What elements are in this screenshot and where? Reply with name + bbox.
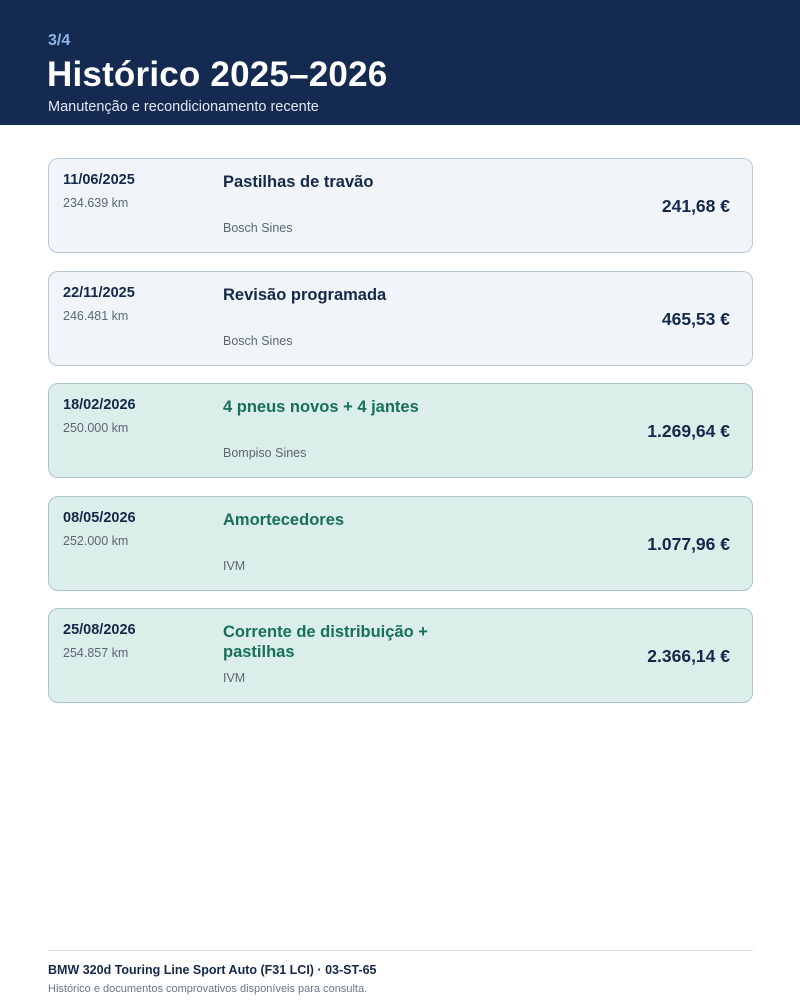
record-price: 1.269,64 € (647, 421, 730, 441)
record-description: Corrente de distribuição + pastilhas (223, 623, 428, 661)
record-price: 1.077,96 € (647, 533, 730, 554)
history-card (48, 383, 753, 478)
record-description: 4 pneus novos + 4 jantes (223, 398, 419, 416)
record-price: 2.366,14 € (647, 646, 730, 666)
record-description: Revisão programada (223, 285, 387, 304)
footer-vehicle: BMW 320d Touring Line Sport Auto (F31 LCI) · 03-ST-65 (48, 963, 377, 977)
record-workshop: Bosch Sines (223, 221, 293, 235)
record-price: 241,68 € (661, 196, 730, 216)
page-subtitle: Manutenção e recondicionamento recente (48, 99, 319, 115)
history-card (48, 158, 753, 253)
record-description: Pastilhas de travão (223, 173, 374, 191)
record-workshop: Bosch Sines (223, 333, 293, 348)
record-mileage: 234.639 km (63, 196, 129, 210)
footer-divider (48, 950, 753, 951)
history-card (48, 496, 753, 591)
record-description: Amortecedores (223, 510, 345, 529)
record-workshop: IVM (223, 671, 246, 685)
page-header (0, 0, 800, 125)
record-date: 25/08/2026 (63, 622, 136, 638)
record-date: 11/06/2025 (63, 172, 135, 188)
record-date: 08/05/2026 (63, 509, 136, 526)
footer-note: Histórico e documentos comprovativos disponíveis para consulta. (48, 983, 368, 995)
record-mileage: 254.857 km (63, 646, 129, 660)
record-workshop: Bompiso Sines (223, 446, 307, 460)
record-workshop: IVM (223, 558, 246, 573)
record-mileage: 250.000 km (63, 421, 129, 435)
history-card (48, 271, 753, 366)
record-price: 465,53 € (661, 308, 730, 329)
maintenance-history-list (48, 158, 753, 721)
record-date: 22/11/2025 (63, 284, 135, 301)
history-card (48, 608, 753, 703)
page-title: Histórico 2025–2026 (47, 55, 388, 94)
record-mileage: 252.000 km (63, 533, 129, 548)
record-date: 18/02/2026 (63, 397, 136, 413)
record-mileage: 246.481 km (63, 308, 129, 323)
page-indicator: 3/4 (48, 32, 71, 49)
